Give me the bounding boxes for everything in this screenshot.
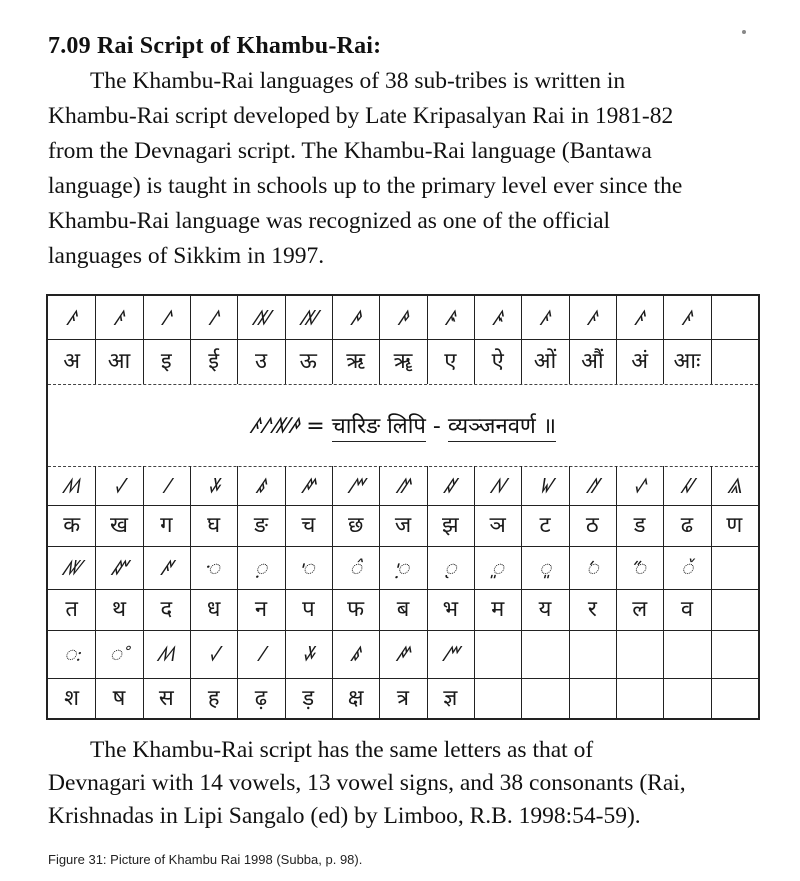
- vowel-script-char: ꤱ: [208, 306, 219, 330]
- consonant-devanagari-char: ष: [112, 686, 126, 711]
- closing-paragraph: [48, 734, 762, 833]
- section-heading: 7.09 Rai Script of Khambu-Rai:: [48, 33, 382, 59]
- vowel-devanagari-char: आ: [107, 349, 131, 374]
- vowel-script-char: ꤰ: [681, 306, 692, 330]
- intro-line-1: The Khambu-Rai languages of 38 sub-tribes is written in: [90, 68, 626, 94]
- consonant-script-char: ꤿ: [537, 474, 553, 498]
- consonant-devanagari-char: ह: [207, 686, 220, 711]
- consonant-devanagari-char: ल: [632, 597, 648, 622]
- title-dash: -: [432, 414, 441, 439]
- table-rule: [48, 546, 758, 547]
- consonant-script-char: ꤻ: [347, 474, 364, 498]
- consonant-script-char: ꥑ: [680, 556, 694, 580]
- table-rule: [48, 630, 758, 631]
- consonant-devanagari-char: य: [538, 597, 552, 622]
- vowel-devanagari-char: उ: [254, 349, 268, 374]
- vowel-script-char: ꤳ: [350, 306, 361, 330]
- consonant-script-char: ꥌ: [444, 556, 457, 580]
- consonant-devanagari-char: क: [63, 513, 81, 538]
- consonant-script-char: ꥓: [109, 642, 129, 666]
- consonant-devanagari-char: प: [302, 597, 315, 622]
- vowel-script-char: ꤰ: [113, 306, 124, 330]
- intro-line-2: Khambu-Rai script developed by Late Kripasalyan Rai in 1981-82: [48, 103, 674, 129]
- table-rule: [48, 339, 758, 340]
- consonant-devanagari-char: ग: [160, 513, 173, 538]
- consonant-devanagari-char: ब: [396, 597, 410, 622]
- consonant-script-char: ꤹ: [255, 474, 266, 498]
- consonant-script-char: ꤻ: [442, 642, 459, 666]
- consonant-section-title: [48, 397, 758, 457]
- consonant-devanagari-char: ण: [726, 513, 743, 538]
- consonant-devanagari-char: छ: [347, 513, 364, 538]
- consonant-script-char: ꥎ: [538, 556, 552, 580]
- consonant-script-char: ꥀ: [586, 474, 599, 498]
- consonant-devanagari-char: ध: [206, 597, 221, 622]
- consonant-devanagari-char: स: [158, 686, 174, 711]
- consonant-script-char: ꤸ: [302, 642, 315, 666]
- vowel-script-char: ꤰ: [587, 306, 598, 330]
- intro-line-6: languages of Sikkim in 1997.: [48, 243, 325, 269]
- consonant-script-char: ꥏ: [586, 556, 599, 580]
- vowel-devanagari-char: ई: [208, 349, 220, 374]
- vowel-devanagari-char: आः: [673, 349, 701, 374]
- vowel-devanagari-char: ऋ: [346, 349, 366, 374]
- consonant-script-char: ꤹ: [350, 642, 361, 666]
- consonant-script-char: ꤶ: [114, 474, 124, 498]
- table-rule: [48, 505, 758, 506]
- consonant-script-char: ꥅ: [111, 556, 127, 580]
- intro-line-4: language) is taught in schools up to the primary level ever since the: [48, 173, 683, 199]
- table-rule: [48, 678, 758, 679]
- vowel-script-char: ꤰ: [539, 306, 550, 330]
- consonant-script-char: ꥂ: [680, 474, 694, 498]
- consonant-script-char: ꥄ: [62, 556, 82, 580]
- consonant-script-char: ꤺ: [396, 642, 410, 666]
- consonant-devanagari-char: त: [65, 597, 78, 622]
- vowel-devanagari-char: ए: [444, 349, 457, 374]
- consonant-script-char: ꥈ: [254, 556, 268, 580]
- consonant-script-char: ꥇ: [207, 556, 220, 580]
- consonant-devanagari-char: ढ़: [254, 686, 268, 711]
- vowel-devanagari-char: ओं: [533, 349, 557, 374]
- consonant-devanagari-char: म: [491, 597, 505, 622]
- consonant-devanagari-char: ढ: [680, 513, 694, 538]
- vowel-devanagari-char: ॠ: [393, 349, 413, 374]
- table-rule: [48, 589, 758, 590]
- consonant-script-char: ꤷ: [257, 642, 265, 666]
- vowel-script-char: ꤲ: [299, 306, 318, 330]
- consonant-script-char: ꥆ: [160, 556, 172, 580]
- vowel-script-char: ꤴ: [445, 306, 456, 330]
- title-script-word: ꤰꤱꤲꤳ: [249, 414, 300, 439]
- vowel-devanagari-char: अ: [63, 349, 81, 374]
- title-devanagari-name: चारिङ लिपि: [332, 413, 426, 442]
- consonant-devanagari-char: ञ: [489, 513, 506, 538]
- consonant-devanagari-char: ट: [539, 513, 551, 538]
- vowel-devanagari-char: ऊ: [299, 349, 317, 374]
- intro-line-5: Khambu-Rai language was recognized as one of the official: [48, 208, 611, 234]
- table-rule: [48, 384, 758, 385]
- consonant-script-char: ꤸ: [207, 474, 220, 498]
- consonant-script-char: ꥃ: [727, 474, 741, 498]
- consonant-devanagari-char: व: [680, 597, 694, 622]
- consonant-script-char: ꤵ: [62, 474, 81, 498]
- consonant-script-char: ꥋ: [396, 556, 410, 580]
- consonant-script-char: ꤵ: [157, 642, 176, 666]
- consonant-devanagari-char: त्र: [396, 686, 410, 711]
- scan-speck: [742, 30, 746, 34]
- consonant-script-char: ꥐ: [633, 556, 646, 580]
- intro-paragraph: [48, 64, 758, 274]
- consonant-script-char: ꤾ: [490, 474, 506, 498]
- consonant-devanagari-char: क्ष: [347, 686, 364, 711]
- figure-caption: Figure 31: Picture of Khambu Rai 1998 (Subba, p. 98).: [48, 852, 363, 867]
- consonant-devanagari-char: ठ: [585, 513, 599, 538]
- consonant-script-char: ꤼ: [396, 474, 410, 498]
- vowel-script-char: ꤴ: [492, 306, 503, 330]
- consonant-devanagari-char: ड़: [302, 686, 315, 711]
- vowel-script-char: ꤰ: [66, 306, 77, 330]
- intro-line-3: from the Devnagari script. The Khambu-Rai language (Bantawa: [48, 138, 652, 164]
- consonant-devanagari-char: ख: [109, 513, 128, 538]
- consonant-script-char: ꤶ: [208, 642, 219, 666]
- consonant-script-char: ꥉ: [302, 556, 315, 580]
- consonant-devanagari-char: फ: [347, 597, 365, 622]
- vowel-script-char: ꤳ: [397, 306, 408, 330]
- vowel-devanagari-char: औं: [581, 349, 604, 374]
- consonant-devanagari-char: ज: [394, 513, 412, 538]
- consonant-devanagari-char: ज्ञ: [443, 686, 458, 711]
- consonant-script-char: ꥍ: [491, 556, 504, 580]
- vowel-devanagari-char: अं: [631, 349, 649, 374]
- consonant-devanagari-char: श: [64, 686, 80, 711]
- consonant-script-char: ꥁ: [633, 474, 646, 498]
- vowel-devanagari-char: ऐ: [491, 349, 504, 374]
- closing-line-2: Devnagari with 14 vowels, 13 vowel signs, and 38 consonants (Rai,: [48, 770, 686, 796]
- consonant-devanagari-char: ड: [633, 513, 646, 538]
- vowel-script-char: ꤱ: [161, 306, 172, 330]
- consonant-devanagari-char: र: [587, 597, 597, 622]
- consonant-script-char: ꤺ: [301, 474, 316, 498]
- consonant-script-char: ꥒ: [63, 642, 80, 666]
- vowel-script-char: ꤰ: [634, 306, 645, 330]
- consonant-devanagari-char: घ: [207, 513, 221, 538]
- consonant-devanagari-char: द: [160, 597, 173, 622]
- vowel-devanagari-char: इ: [160, 349, 172, 374]
- consonant-devanagari-char: च: [301, 513, 316, 538]
- consonant-devanagari-char: भ: [442, 597, 459, 622]
- consonant-script-char: ꤽ: [443, 474, 458, 498]
- vowel-script-char: ꤲ: [252, 306, 270, 330]
- consonant-script-char: ꥊ: [349, 556, 362, 580]
- script-table-image: [46, 294, 760, 720]
- consonant-devanagari-char: झ: [442, 513, 459, 538]
- consonant-devanagari-char: ङ: [253, 513, 268, 538]
- title-consonants-label: व्यञ्जनवर्ण ॥: [448, 413, 556, 442]
- consonant-script-char: ꤷ: [162, 474, 170, 498]
- table-col-rule: [711, 296, 712, 384]
- consonant-devanagari-char: न: [254, 597, 268, 622]
- closing-line-3: Krishnadas in Lipi Sangalo (ed) by Limboo, R.B. 1998:54-59).: [48, 803, 641, 829]
- closing-line-1: The Khambu-Rai script has the same letters as that of: [90, 737, 594, 763]
- title-equals: =: [306, 414, 325, 439]
- consonant-devanagari-char: थ: [111, 597, 127, 622]
